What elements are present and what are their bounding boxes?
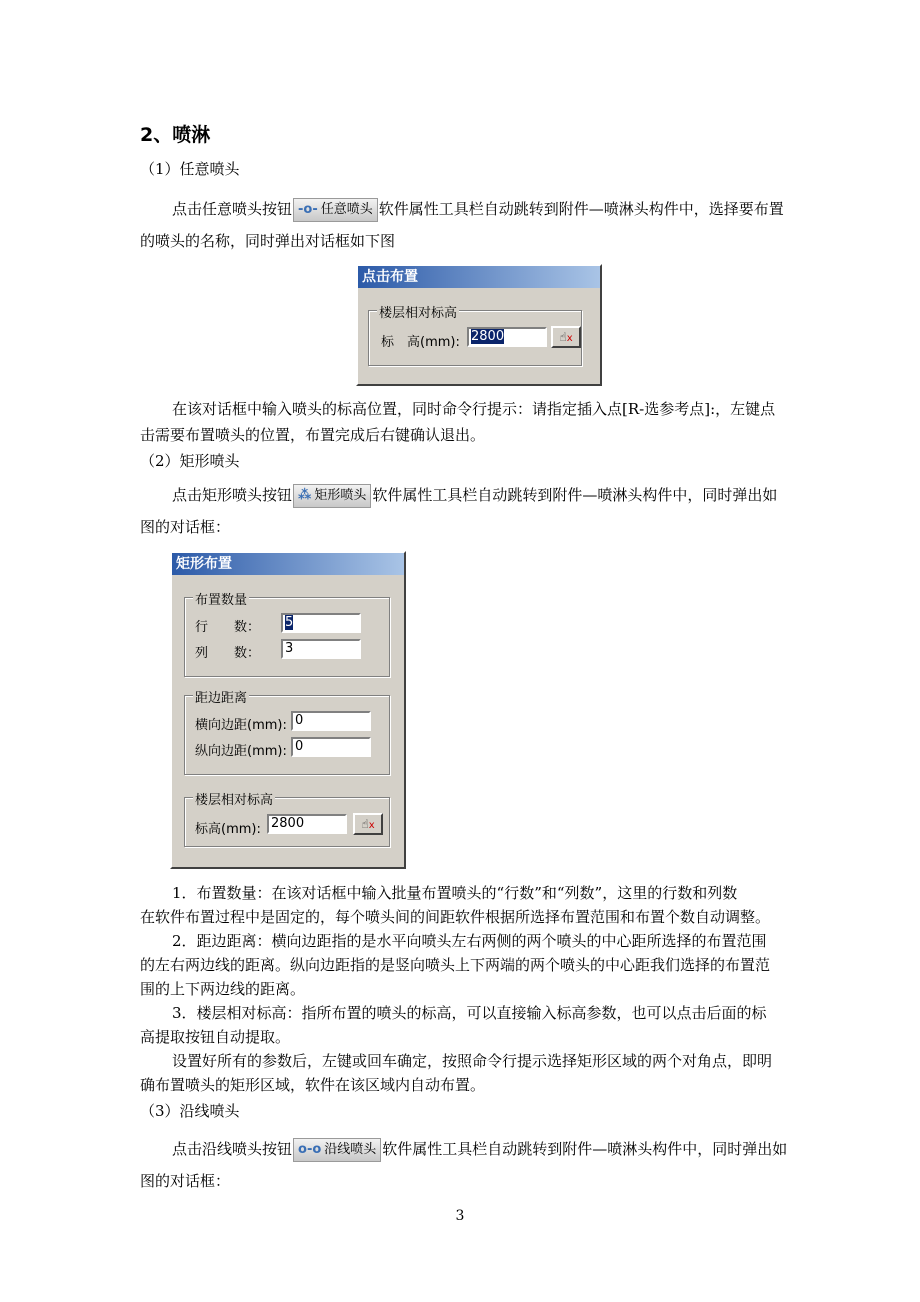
cols-input[interactable]: 3 (281, 639, 361, 659)
paragraph-1-cont: 的喷头的名称，同时弹出对话框如下图 (140, 232, 396, 250)
button-label: 任意喷头 (320, 202, 373, 217)
rect-nozzle-button[interactable] (293, 484, 371, 508)
dialog-title: 矩形布置 (172, 553, 404, 575)
pointer-icon: ☝ (361, 817, 369, 831)
field-value: 2800 (471, 329, 505, 344)
pick-elevation-button[interactable] (551, 326, 581, 348)
text: 点击沿线喷头按钮 (172, 1140, 293, 1158)
item-3-cont: 高提取按钮自动提取。 (140, 1028, 291, 1046)
x-icon: x (566, 333, 573, 344)
text: 点击任意喷头按钮 (172, 200, 293, 218)
text: 点击矩形喷头按钮 (172, 486, 293, 504)
x-icon: x (368, 820, 375, 831)
elevation-input[interactable] (467, 327, 547, 347)
rows-input[interactable] (281, 613, 361, 633)
paragraph-1 (172, 198, 812, 222)
text: 软件属性工具栏自动跳转到附件—喷淋头构件中，选择要布置 (378, 200, 784, 218)
group-label: 楼层相对标高 (193, 789, 275, 808)
elevation-group (184, 793, 390, 847)
line-nozzle-icon: o-o (298, 1142, 322, 1157)
nozzle-icon: -o- (298, 202, 318, 217)
final-paragraph-cont: 确布置喷头的矩形区域，软件在该区域内自动布置。 (140, 1076, 486, 1094)
final-paragraph: 设置好所有的参数后，左键或回车确定，按照命令行提示选择矩形区域的两个对角点，即明 (172, 1052, 773, 1070)
subsection-title-1: （1）任意喷头 (140, 160, 240, 178)
group-label: 楼层相对标高 (377, 302, 459, 321)
rows-label: 行 数： (195, 620, 261, 635)
subsection-title-3: （3）沿线喷头 (140, 1102, 240, 1120)
item-1-cont: 在软件布置过程中是固定的，每个喷头间的间距软件根据所选择布置范围和布置个数自动调整。 (140, 908, 771, 926)
group-label: 距边距离 (193, 687, 249, 706)
group-label: 布置数量 (193, 589, 249, 608)
elevation-group (368, 306, 582, 366)
cols-label: 列 数： (195, 646, 261, 661)
paragraph-4 (172, 1138, 812, 1162)
item-2-cont2: 围的上下两边线的距离。 (140, 980, 306, 998)
text: 软件属性工具栏自动跳转到附件—喷淋头构件中，同时弹出如 (382, 1140, 788, 1158)
elevation-input[interactable]: 2800 (267, 814, 347, 834)
subsection-title-2: （2）矩形喷头 (140, 452, 240, 470)
item-2: 2．距边距离：横向边距指的是水平向喷头左右两侧的两个喷头的中心距所选择的布置范围 (172, 932, 767, 950)
rect-placement-dialog (170, 551, 406, 869)
field-value: 5 (285, 615, 294, 630)
h-margin-input[interactable]: 0 (291, 711, 371, 731)
text: 软件属性工具栏自动跳转到附件—喷淋头构件中，同时弹出如 (372, 486, 778, 504)
line-nozzle-button[interactable] (293, 1138, 381, 1162)
paragraph-2-cont: 击需要布置喷头的位置，布置完成后右键确认退出。 (140, 426, 486, 444)
pointer-icon: ☝ (559, 330, 567, 344)
elevation-label: 标高(mm): (195, 822, 261, 837)
item-2-cont: 的左右两边线的距离。纵向边距指的是竖向喷头上下两端的两个喷头的中心距我们选择的布置范 (140, 956, 771, 974)
paragraph-2: 在该对话框中输入喷头的标高位置，同时命令行提示：请指定插入点[R-选参考点]:，左键点 (172, 400, 776, 418)
section-heading: 2、喷淋 (140, 124, 211, 146)
any-nozzle-button[interactable] (293, 198, 378, 222)
item-3: 3．楼层相对标高：指所布置的喷头的标高，可以直接输入标高参数，也可以点击后面的标 (172, 1004, 767, 1022)
pick-elevation-button[interactable] (353, 813, 383, 835)
grid-nozzle-icon: ⁂ (298, 488, 312, 503)
page-number: 3 (455, 1208, 465, 1224)
point-placement-dialog (356, 264, 602, 386)
v-margin-label: 纵向边距(mm): (195, 744, 287, 759)
h-margin-label: 横向边距(mm): (195, 718, 287, 733)
paragraph-3-cont: 图的对话框： (140, 518, 231, 536)
elevation-label: 标 高(mm): (381, 335, 460, 350)
button-label: 矩形喷头 (314, 488, 367, 503)
v-margin-input[interactable]: 0 (291, 737, 371, 757)
count-group (184, 593, 390, 677)
paragraph-3 (172, 484, 812, 508)
dialog-title: 点击布置 (358, 266, 600, 288)
paragraph-4-cont: 图的对话框： (140, 1172, 231, 1190)
item-1: 1．布置数量：在该对话框中输入批量布置喷头的“行数”和“列数”，这里的行数和列数 (172, 884, 738, 902)
margin-group (184, 691, 390, 775)
button-label: 沿线喷头 (324, 1142, 377, 1157)
